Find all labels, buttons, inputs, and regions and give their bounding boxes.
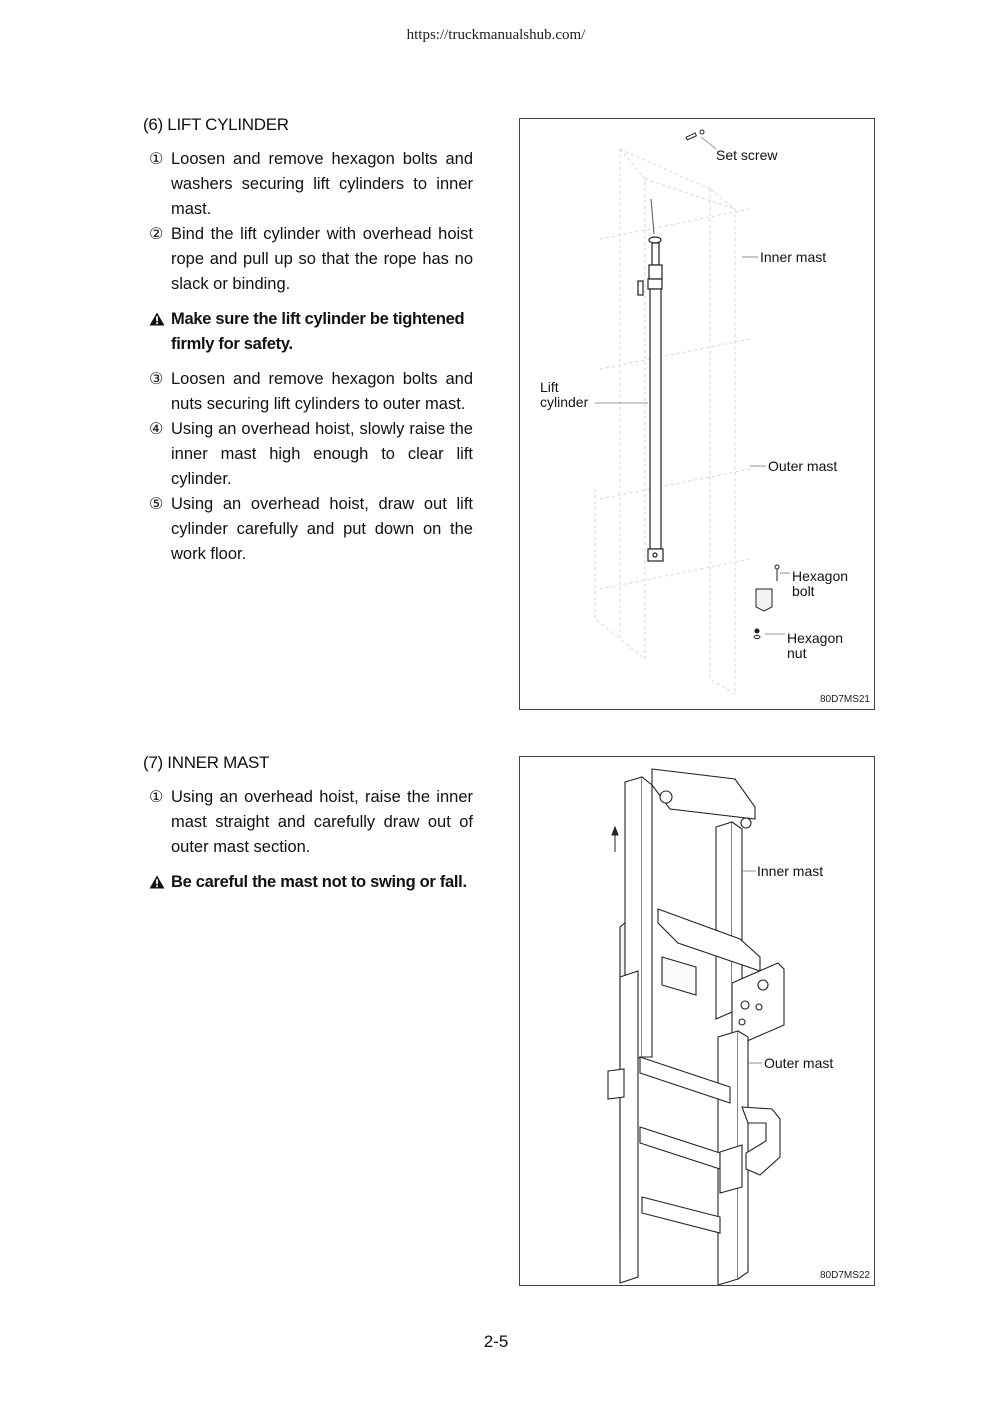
section-title: (6) LIFT CYLINDER bbox=[143, 115, 289, 134]
label-inner-mast: Inner mast bbox=[760, 249, 827, 265]
source-url: https://truckmanualshub.com/ bbox=[406, 27, 586, 43]
step-item bbox=[143, 222, 473, 297]
step-item bbox=[143, 147, 473, 222]
label-inner-mast: Inner mast bbox=[757, 863, 824, 879]
label-hexagon-nut: Hexagon nut bbox=[787, 630, 844, 661]
step-item bbox=[143, 492, 473, 567]
step-number: ② bbox=[149, 226, 164, 243]
step-text: Using an overhead hoist, slowly raise the inner mast high enough to clear lift cylinder. bbox=[171, 420, 473, 488]
step-text: Loosen and remove hexagon bolts and nuts securing lift cylinders to outer mast. bbox=[171, 370, 473, 413]
page-number: 2-5 bbox=[483, 1332, 509, 1351]
warning-icon bbox=[149, 875, 165, 889]
step-number: ① bbox=[149, 789, 164, 806]
step-number: ③ bbox=[149, 371, 164, 388]
figure-inner-mast bbox=[519, 756, 875, 1286]
figure-code: 80D7MS21 bbox=[819, 694, 870, 705]
lift-cylinder-drawing bbox=[520, 119, 874, 709]
step-number: ⑤ bbox=[149, 496, 164, 513]
figure-code: 80D7MS22 bbox=[819, 1270, 870, 1281]
inner-mast-drawing bbox=[520, 757, 874, 1285]
step-text: Loosen and remove hexagon bolts and washers securing lift cylinders to inner mast. bbox=[171, 150, 473, 218]
warning-note bbox=[143, 307, 473, 357]
step-item bbox=[143, 785, 473, 860]
step-number: ① bbox=[149, 151, 164, 168]
label-hexagon-bolt: Hexagon bolt bbox=[792, 568, 849, 599]
step-item bbox=[143, 367, 473, 417]
section-inner-mast bbox=[143, 753, 473, 905]
section-lift-cylinder bbox=[143, 115, 473, 567]
label-outer-mast: Outer mast bbox=[764, 1055, 834, 1071]
figure-lift-cylinder bbox=[519, 118, 875, 710]
warning-text: Make sure the lift cylinder be tightened firmly for safety. bbox=[171, 310, 465, 353]
warning-text: Be careful the mast not to swing or fall. bbox=[171, 873, 467, 891]
step-number: ④ bbox=[149, 421, 164, 438]
step-text: Bind the lift cylinder with overhead hoist rope and pull up so that the rope has no slack or binding. bbox=[171, 225, 473, 293]
section-title: (7) INNER MAST bbox=[143, 753, 270, 772]
label-lift-cylinder: Lift cylinder bbox=[540, 379, 589, 410]
label-outer-mast: Outer mast bbox=[768, 458, 838, 474]
step-text: Using an overhead hoist, raise the inner mast straight and carefully draw out of outer mast section. bbox=[171, 788, 473, 856]
label-set-screw: Set screw bbox=[716, 147, 778, 163]
step-item bbox=[143, 417, 473, 492]
warning-icon bbox=[149, 312, 165, 326]
step-text: Using an overhead hoist, draw out lift cylinder carefully and put down on the work floor. bbox=[171, 495, 473, 563]
warning-note bbox=[143, 870, 473, 895]
